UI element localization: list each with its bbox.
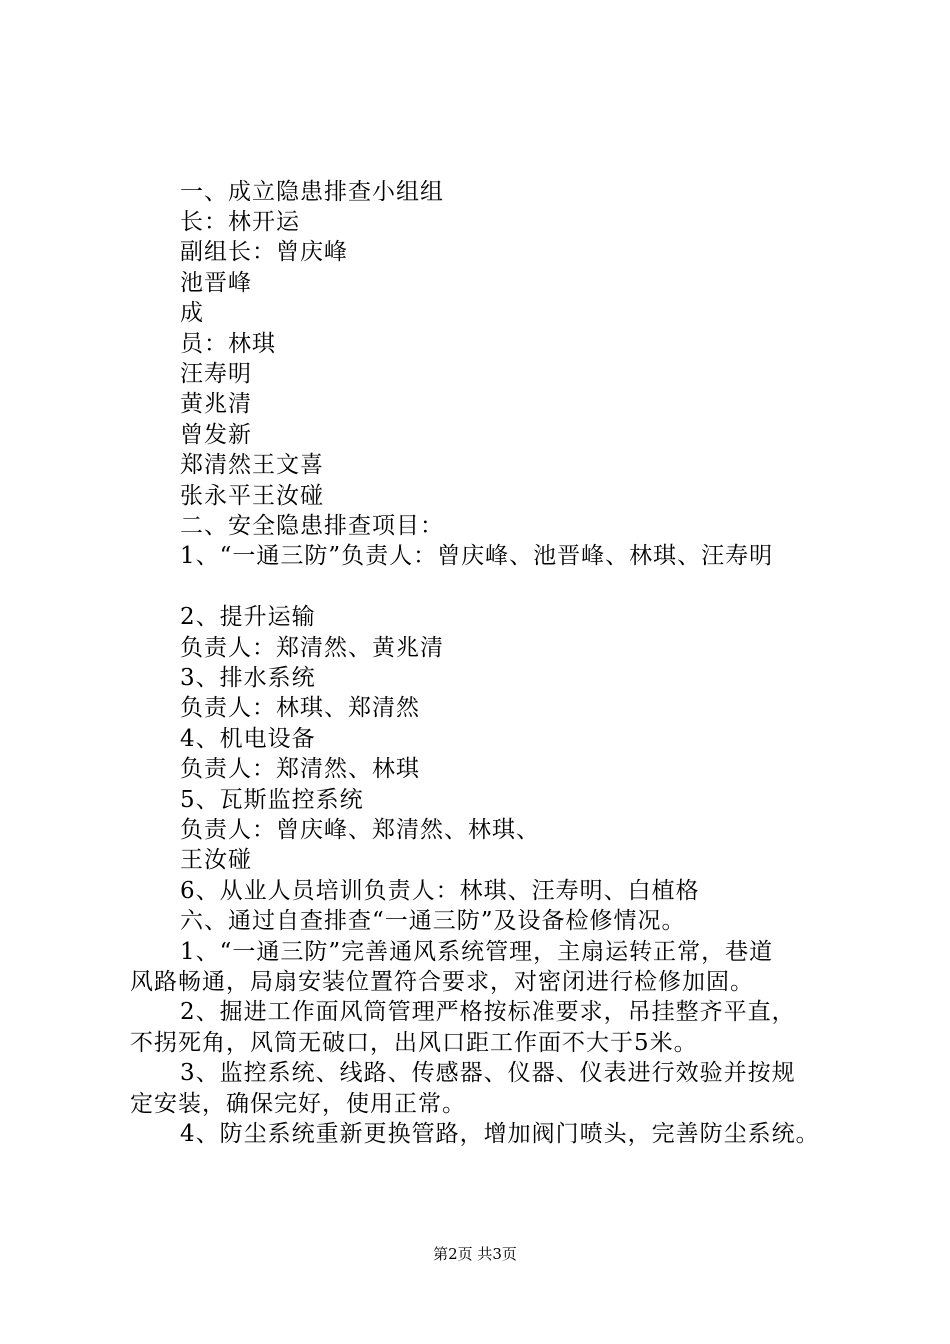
text-line: 3、监控系统、线路、传感器、仪器、仪表进行效验并按规: [180, 1060, 796, 1086]
text-line: 5、瓦斯监控系统: [180, 787, 364, 813]
text-line: 副组长：曾庆峰: [180, 239, 348, 265]
text-line: 负责人：郑清然、林琪: [180, 756, 420, 782]
text-line: 黄兆清: [180, 391, 252, 417]
text-line: 4、机电设备: [180, 726, 316, 752]
text-line: 员：林琪: [180, 331, 276, 357]
text-line: 2、掘进工作面风筒管理严格按标准要求，吊挂整齐平直，: [180, 999, 796, 1025]
text-line: 曾发新: [180, 422, 252, 448]
text-line: 一、成立隐患排查小组组: [180, 179, 444, 205]
text-line: 负责人：林琪、郑清然: [180, 695, 420, 721]
text-line: 负责人：郑清然、黄兆清: [180, 635, 444, 661]
text-line: 不拐死角，风筒无破口，出风口距工作面不大于5米。: [130, 1030, 698, 1056]
text-line: 定安装，确保完好，使用正常。: [130, 1091, 466, 1117]
text-line: 1、“一通三防”完善通风系统管理，主扇运转正常，巷道: [180, 939, 774, 965]
text-line: 二、安全隐患排查项目：: [180, 513, 444, 539]
text-line: 4、防尘系统重新更换管路，增加阀门喷头，完善防尘系统。: [180, 1121, 820, 1147]
text-line: 长：林开运: [180, 209, 300, 235]
text-line: 风路畅通，局扇安装位置符合要求，对密闭进行检修加固。: [130, 969, 754, 995]
text-line: 6、从业人员培训负责人：林琪、汪寿明、白植格: [180, 878, 700, 904]
page-number-footer: 第2页 共3页: [433, 1245, 517, 1263]
text-line: 六、通过自查排查“一通三防”及设备检修情况。: [180, 908, 686, 934]
text-line: 1、“一通三防”负责人：曾庆峰、池晋峰、林琪、汪寿明: [180, 543, 774, 569]
text-line: 负责人：曾庆峰、郑清然、林琪、: [180, 817, 540, 843]
text-line: 3、排水系统: [180, 665, 316, 691]
text-line: 2、提升运输: [180, 604, 316, 630]
text-line: 王汝碰: [180, 847, 252, 873]
text-line: 汪寿明: [180, 361, 252, 387]
text-line: 张永平王汝碰: [180, 483, 324, 509]
text-line: 池晋峰: [180, 270, 252, 296]
text-line: 郑清然王文喜: [180, 452, 324, 478]
text-line: 成: [180, 300, 204, 326]
